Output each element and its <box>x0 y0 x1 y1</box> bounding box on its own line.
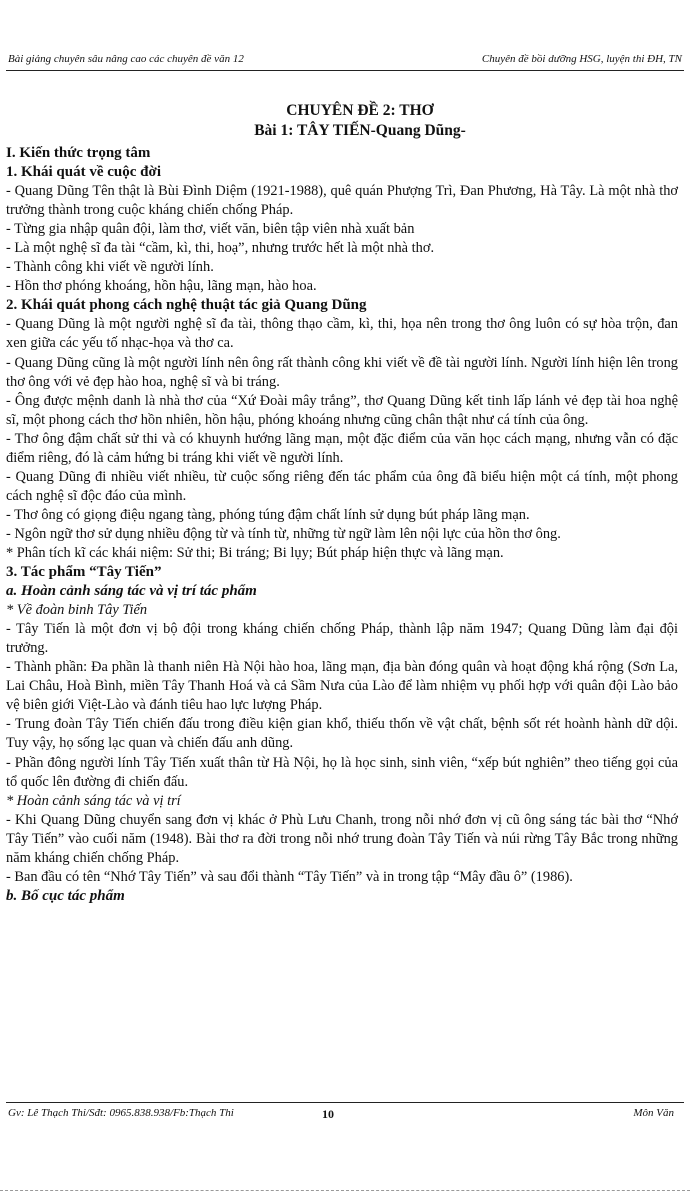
chapter-title: CHUYÊN ĐỀ 2: THƠ <box>286 102 434 119</box>
paragraph: * Phân tích kĩ các khái niệm: Sử thi; Bi tráng; Bi lụy; Bút pháp hiện thực và lãng mạn. <box>6 544 504 561</box>
paragraph: - Quang Dũng đi nhiều viết nhiều, từ cuộc sống riêng đến tác phẩm của ông đã biểu hiện một cá tính, một phong cách nghệ sĩ độc đáo của mình. <box>6 468 678 504</box>
section-heading: 3. Tác phẩm “Tây Tiến” <box>6 564 162 581</box>
section-heading: a. Hoàn cảnh sáng tác và vị trí tác phẩm <box>6 583 257 600</box>
page-edge-divider <box>0 1190 690 1191</box>
paragraph: - Tây Tiến là một đơn vị bộ đội trong kháng chiến chống Pháp, thành lập năm 1947; Quang Dũng làm đại đội trưởng. <box>6 621 678 657</box>
paragraph: - Ban đầu có tên “Nhớ Tây Tiến” và sau đổi thành “Tây Tiến” và in trong tập “Mây đầu ô” (1986). <box>6 868 573 885</box>
footer-author: Gv: Lê Thạch Thi/Sđt: 0965.838.938/Fb:Thạch Thi <box>8 1107 234 1119</box>
paragraph: - Trung đoàn Tây Tiến chiến đấu trong điều kiện gian khổ, thiếu thốn về vật chất, bệnh sốt rét hoành hành dữ dội. Tuy vậy, họ sống lạc quan và chiến đấu anh dũng. <box>6 716 678 752</box>
paragraph: - Quang Dũng Tên thật là Bùi Đình Diệm (1921-1988), quê quán Phượng Trì, Đan Phương, Hà Tây. Là một nhà thơ trưởng thành trong cuộc kháng chiến chống Pháp. <box>6 183 678 219</box>
paragraph: - Hồn thơ phóng khoáng, hồn hậu, lãng mạn, hào hoa. <box>6 278 317 295</box>
section-heading: 1. Khái quát về cuộc đời <box>6 164 161 181</box>
section-heading: I. Kiến thức trọng tâm <box>6 145 151 161</box>
paragraph: - Từng gia nhập quân đội, làm thơ, viết văn, biên tập viên nhà xuất bản <box>6 221 415 238</box>
paragraph: - Thơ ông có giọng điệu ngang tàng, phóng túng đậm chất lính sử dụng bút pháp lãng mạn. <box>6 506 530 523</box>
paragraph: - Quang Dũng cũng là một người lính nên ông rất thành công khi viết về đề tài người lính. Người lính hiện lên trong thơ ông với vẻ đẹp hào hoa, nghệ sĩ và bi tráng. <box>6 354 678 390</box>
paragraph: - Thành công khi viết về người lính. <box>6 259 214 276</box>
header-right-text: Chuyên đề bồi dưỡng HSG, luyện thi ĐH, TN <box>481 53 682 65</box>
paragraph: - Khi Quang Dũng chuyển sang đơn vị khác ở Phù Lưu Chanh, trong nỗi nhớ đơn vị cũ ông sáng tác bài thơ “Nhớ Tây Tiến” vào cuối năm (1948). Bài thơ ra đời trong nỗi nhớ trung đoàn Tây Tiến và núi rừng Tây Bắc trong những năm kháng chiến chống Pháp. <box>6 811 678 866</box>
paragraph: - Quang Dũng là một người nghệ sĩ đa tài, thông thạo cầm, kì, thi, họa nên trong thơ ông luôn có sự hòa trộn, đan xen giữa các yếu tố nhạc-họa và thơ ca. <box>6 316 678 352</box>
paragraph: - Thành phần: Đa phần là thanh niên Hà Nội hào hoa, lãng mạn, địa bàn đóng quân và hoạt động khá rộng (Sơn La, Lai Châu, Hoà Bình, miền Tây Thanh Hoá và cả Sầm Nưa của Lào để làm nhiệm vụ phối hợp với quân đội Lào bảo vệ biên giới Việt-Lào và đánh tiêu hao lực lượng Pháp. <box>6 659 678 714</box>
page-header <box>6 50 684 71</box>
chapter-titles <box>0 101 690 141</box>
paragraph: - Phần đông người lính Tây Tiến xuất thân từ Hà Nội, họ là học sinh, sinh viên, “xếp bút nghiên” theo tiếng gọi của tổ quốc lên đường đi chiến đấu. <box>6 754 678 790</box>
footer-subject: Môn Văn <box>633 1107 674 1119</box>
paragraph: - Ông được mệnh danh là nhà thơ của “Xứ Đoài mây trắng”, thơ Quang Dũng kết tinh lấp lánh vẻ đẹp tài hoa nghệ sĩ, một phong cách thơ hồn nhiên, hồn hậu, phóng khoáng nhưng cũng chân thật như cá tính của ông. <box>6 392 678 428</box>
subheading-italic: * Hoàn cảnh sáng tác và vị trí <box>6 792 181 809</box>
paragraph: - Ngôn ngữ thơ sử dụng nhiều động từ và tính từ, những từ ngữ làm lên nội lực của hồn thơ ông. <box>6 525 561 542</box>
lesson-title: Bài 1: TÂY TIẾN-Quang Dũng- <box>254 122 466 139</box>
section-heading: 2. Khái quát phong cách nghệ thuật tác giả Quang Dũng <box>6 297 367 314</box>
subheading-italic: * Về đoàn binh Tây Tiến <box>6 602 148 619</box>
paragraph: - Thơ ông đậm chất sử thi và có khuynh hướng lãng mạn, một đặc điểm của văn học cách mạng, nhưng vẫn có đặc điểm riêng, đó là cảm hứng bi tráng khi viết về người lính. <box>6 430 678 466</box>
page-number: 10 <box>322 1107 334 1121</box>
paragraph: - Là một nghệ sĩ đa tài “cầm, kì, thi, hoạ”, nhưng trước hết là một nhà thơ. <box>6 240 435 257</box>
section-heading: b. Bố cục tác phẩm <box>6 887 125 904</box>
header-left-text: Bài giảng chuyên sâu nâng cao các chuyên đề văn 12 <box>8 53 244 65</box>
document-body <box>6 144 678 906</box>
page-footer <box>6 1102 684 1123</box>
